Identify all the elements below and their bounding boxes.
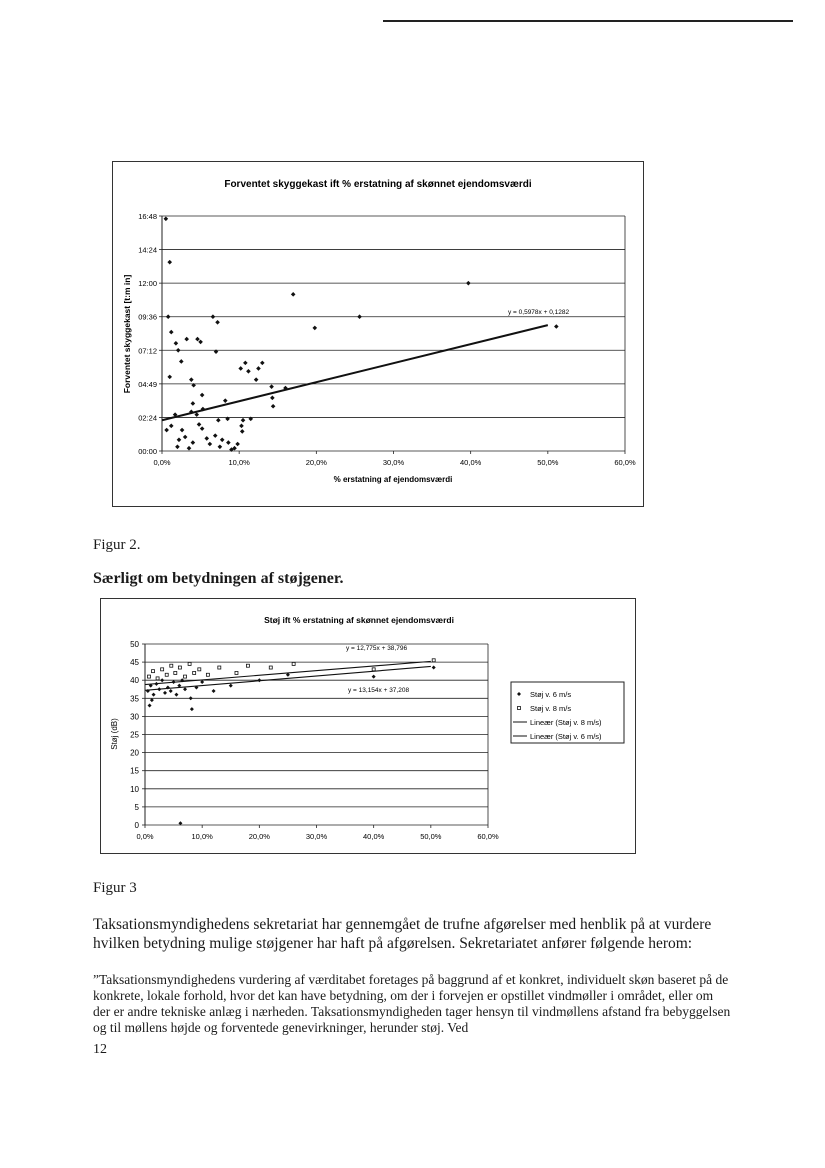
chart-shadow-frame <box>112 161 644 507</box>
data-point <box>271 404 276 409</box>
data-point <box>239 424 244 429</box>
data-point-6ms <box>190 707 194 711</box>
data-point <box>208 442 213 447</box>
y-tick-label: 16:48 <box>138 212 157 221</box>
y-tick-label: 40 <box>130 676 139 686</box>
y-tick-label: 30 <box>130 712 139 722</box>
figure3-caption: Figur 3 <box>93 880 137 896</box>
legend-label: Lineær (Støj v. 8 m/s) <box>530 718 602 727</box>
x-tick-label: 60,0% <box>614 458 636 467</box>
data-point <box>176 348 181 353</box>
y-axis-title: Støj (dB) <box>110 718 119 750</box>
y-tick-label: 15 <box>130 766 139 776</box>
data-point <box>213 433 218 438</box>
data-point-8ms <box>184 675 187 678</box>
data-point-6ms <box>229 684 233 688</box>
data-point-6ms <box>183 687 187 691</box>
data-point <box>191 401 196 406</box>
data-point <box>246 369 251 374</box>
data-point <box>183 435 188 440</box>
data-point <box>198 340 203 345</box>
data-point <box>269 384 274 389</box>
data-point-6ms <box>154 682 158 686</box>
data-point-8ms <box>269 666 272 669</box>
y-tick-label: 14:24 <box>138 245 157 255</box>
data-point <box>215 320 220 325</box>
data-point <box>211 314 216 319</box>
y-tick-label: 35 <box>130 694 139 704</box>
data-point <box>195 337 200 342</box>
x-tick-label: 20,0% <box>248 832 270 841</box>
x-tick-label: 60,0% <box>477 832 499 841</box>
data-point <box>241 418 246 423</box>
data-point <box>184 337 189 342</box>
data-point-6ms <box>372 675 376 679</box>
data-point <box>216 418 221 423</box>
data-point <box>204 436 209 441</box>
data-point <box>256 366 261 371</box>
data-point-8ms <box>235 671 238 674</box>
data-point-6ms <box>432 666 436 670</box>
x-tick-label: 30,0% <box>382 458 405 467</box>
data-point <box>169 424 174 429</box>
data-point <box>175 445 180 450</box>
data-point <box>180 428 185 433</box>
data-point-6ms <box>174 693 178 697</box>
legend-label: Lineær (Støj v. 6 m/s) <box>530 732 602 741</box>
chart-title: Forventet skyggekast ift % erstatning af skønnet ejendomsværdi <box>224 179 532 190</box>
data-point-8ms <box>178 666 181 669</box>
data-point <box>554 324 559 329</box>
body-paragraph: Taksationsmyndighedens sekretariat har gennemgået de trufne afgørelser med henblik på at vurdere hvilken betydning mulige støjgener har haft på afgørelsen. Sekretariatet anfører følgende herom: <box>93 916 712 952</box>
data-point <box>177 438 182 443</box>
y-tick-label: 5 <box>134 802 139 812</box>
data-point-8ms <box>198 668 201 671</box>
data-point <box>220 438 225 443</box>
data-point <box>167 260 172 265</box>
data-point <box>164 428 169 433</box>
y-tick-label: 02:24 <box>138 413 157 423</box>
data-point-8ms <box>165 673 168 676</box>
chart-shadow <box>113 162 643 506</box>
data-point-8ms <box>170 664 173 667</box>
data-point <box>270 396 275 401</box>
data-point-6ms <box>200 680 204 684</box>
data-point <box>200 393 205 398</box>
data-point <box>260 361 265 366</box>
data-point-8ms <box>156 677 159 680</box>
data-point-6ms <box>189 696 193 700</box>
data-point-6ms <box>152 693 156 697</box>
data-point <box>169 330 174 335</box>
data-point-6ms <box>163 691 167 695</box>
quote-paragraph: ”Taksationsmyndighedens vurdering af værditabet foretages på baggrund af et konkret, individuelt skøn baseret på de konkrete, lokale forhold, hvor det kan have betydning, om der i forvejen er opstillet vindmøller i området, eller om der er andre tekniske anlæg i nærheden. Taksationsmyndigheden tager hensyn til vindmøllens afstand fra bebyggelsen og til møllens højde og forventede genevirkninger, herunder støj. Ved <box>93 972 731 1035</box>
y-axis-title: Forventet skyggekast [t:m in] <box>122 274 132 394</box>
x-tick-label: 20,0% <box>305 458 327 467</box>
data-point-8ms <box>174 671 177 674</box>
x-tick-label: 0,0% <box>136 832 154 841</box>
data-point <box>226 440 231 445</box>
data-point <box>223 398 228 403</box>
y-tick-label: 12:00 <box>138 279 157 289</box>
data-point-8ms <box>148 675 151 678</box>
legend-marker-8ms <box>518 707 521 710</box>
x-tick-label: 40,0% <box>460 458 482 467</box>
data-point <box>357 314 362 319</box>
data-point-8ms <box>432 659 435 662</box>
y-tick-label: 10 <box>130 784 139 794</box>
data-point <box>312 326 317 331</box>
chart-noise-frame <box>100 598 636 854</box>
data-point-6ms <box>160 678 164 682</box>
data-point-6ms <box>257 678 261 682</box>
data-point <box>254 377 259 382</box>
data-point-6ms <box>212 689 216 693</box>
data-point <box>238 366 243 371</box>
chart-noise <box>101 599 635 853</box>
figure2-caption: Figur 2. <box>93 537 141 553</box>
y-tick-label: 04:49 <box>138 379 157 389</box>
data-point <box>179 359 184 364</box>
data-point <box>235 442 240 447</box>
data-point-8ms <box>292 662 295 665</box>
data-point <box>191 440 196 445</box>
data-point-6ms <box>172 680 176 684</box>
data-point-6ms <box>169 689 173 693</box>
data-point-8ms <box>188 662 191 665</box>
data-point <box>243 361 248 366</box>
data-point-8ms <box>218 666 221 669</box>
y-tick-label: 00:00 <box>138 447 157 456</box>
data-point-8ms <box>161 668 164 671</box>
section-heading: Særligt om betydningen af støjgener. <box>93 570 344 587</box>
data-point <box>218 445 223 450</box>
x-tick-label: 50,0% <box>537 458 559 467</box>
data-point <box>164 216 169 221</box>
data-point-6ms <box>150 698 154 702</box>
legend-label: Støj v. 8 m/s <box>530 704 572 713</box>
data-point-6ms <box>148 704 152 708</box>
data-point-8ms <box>246 664 249 667</box>
page-number: 12 <box>93 1042 107 1057</box>
data-point <box>291 292 296 297</box>
chart-title: Støj ift % erstatning af skønnet ejendomsværdi <box>264 615 454 625</box>
data-point-8ms <box>152 670 155 673</box>
data-point <box>189 377 194 382</box>
y-tick-label: 07:12 <box>138 346 157 356</box>
y-tick-label: 50 <box>130 640 139 649</box>
data-point <box>167 375 172 380</box>
data-point <box>240 429 245 434</box>
y-tick-label: 20 <box>130 748 139 758</box>
data-point <box>166 314 171 319</box>
y-tick-label: 25 <box>130 730 139 740</box>
x-tick-label: 10,0% <box>228 458 250 467</box>
data-point-8ms <box>206 673 209 676</box>
trendline-label: y = 0,5978x + 0,1282 <box>508 309 570 316</box>
data-point-8ms <box>193 671 196 674</box>
x-tick-label: 10,0% <box>191 832 213 841</box>
data-point <box>466 281 471 286</box>
data-point <box>187 446 192 451</box>
data-point <box>200 426 205 431</box>
data-point <box>174 341 179 346</box>
y-tick-label: 09:36 <box>138 312 157 322</box>
x-tick-label: 30,0% <box>305 832 328 841</box>
x-axis-title: % erstatning af ejendomsværdi <box>333 475 453 484</box>
legend-label: Støj v. 6 m/s <box>530 690 572 699</box>
data-point-6ms <box>157 687 161 691</box>
x-tick-label: 0,0% <box>153 458 171 467</box>
data-point <box>197 422 202 427</box>
x-tick-label: 50,0% <box>420 832 442 841</box>
x-tick-label: 40,0% <box>363 832 385 841</box>
data-point-6ms <box>178 821 182 825</box>
data-point-8ms <box>372 668 375 671</box>
y-tick-label: 45 <box>130 658 139 668</box>
y-tick-label: 0 <box>134 821 139 830</box>
header-rule <box>383 20 793 22</box>
trendline <box>162 325 548 420</box>
trendline-label-6ms: y = 13,154x + 37,208 <box>348 687 410 694</box>
trendline-label-8ms: y = 12,775x + 38,796 <box>346 645 408 652</box>
